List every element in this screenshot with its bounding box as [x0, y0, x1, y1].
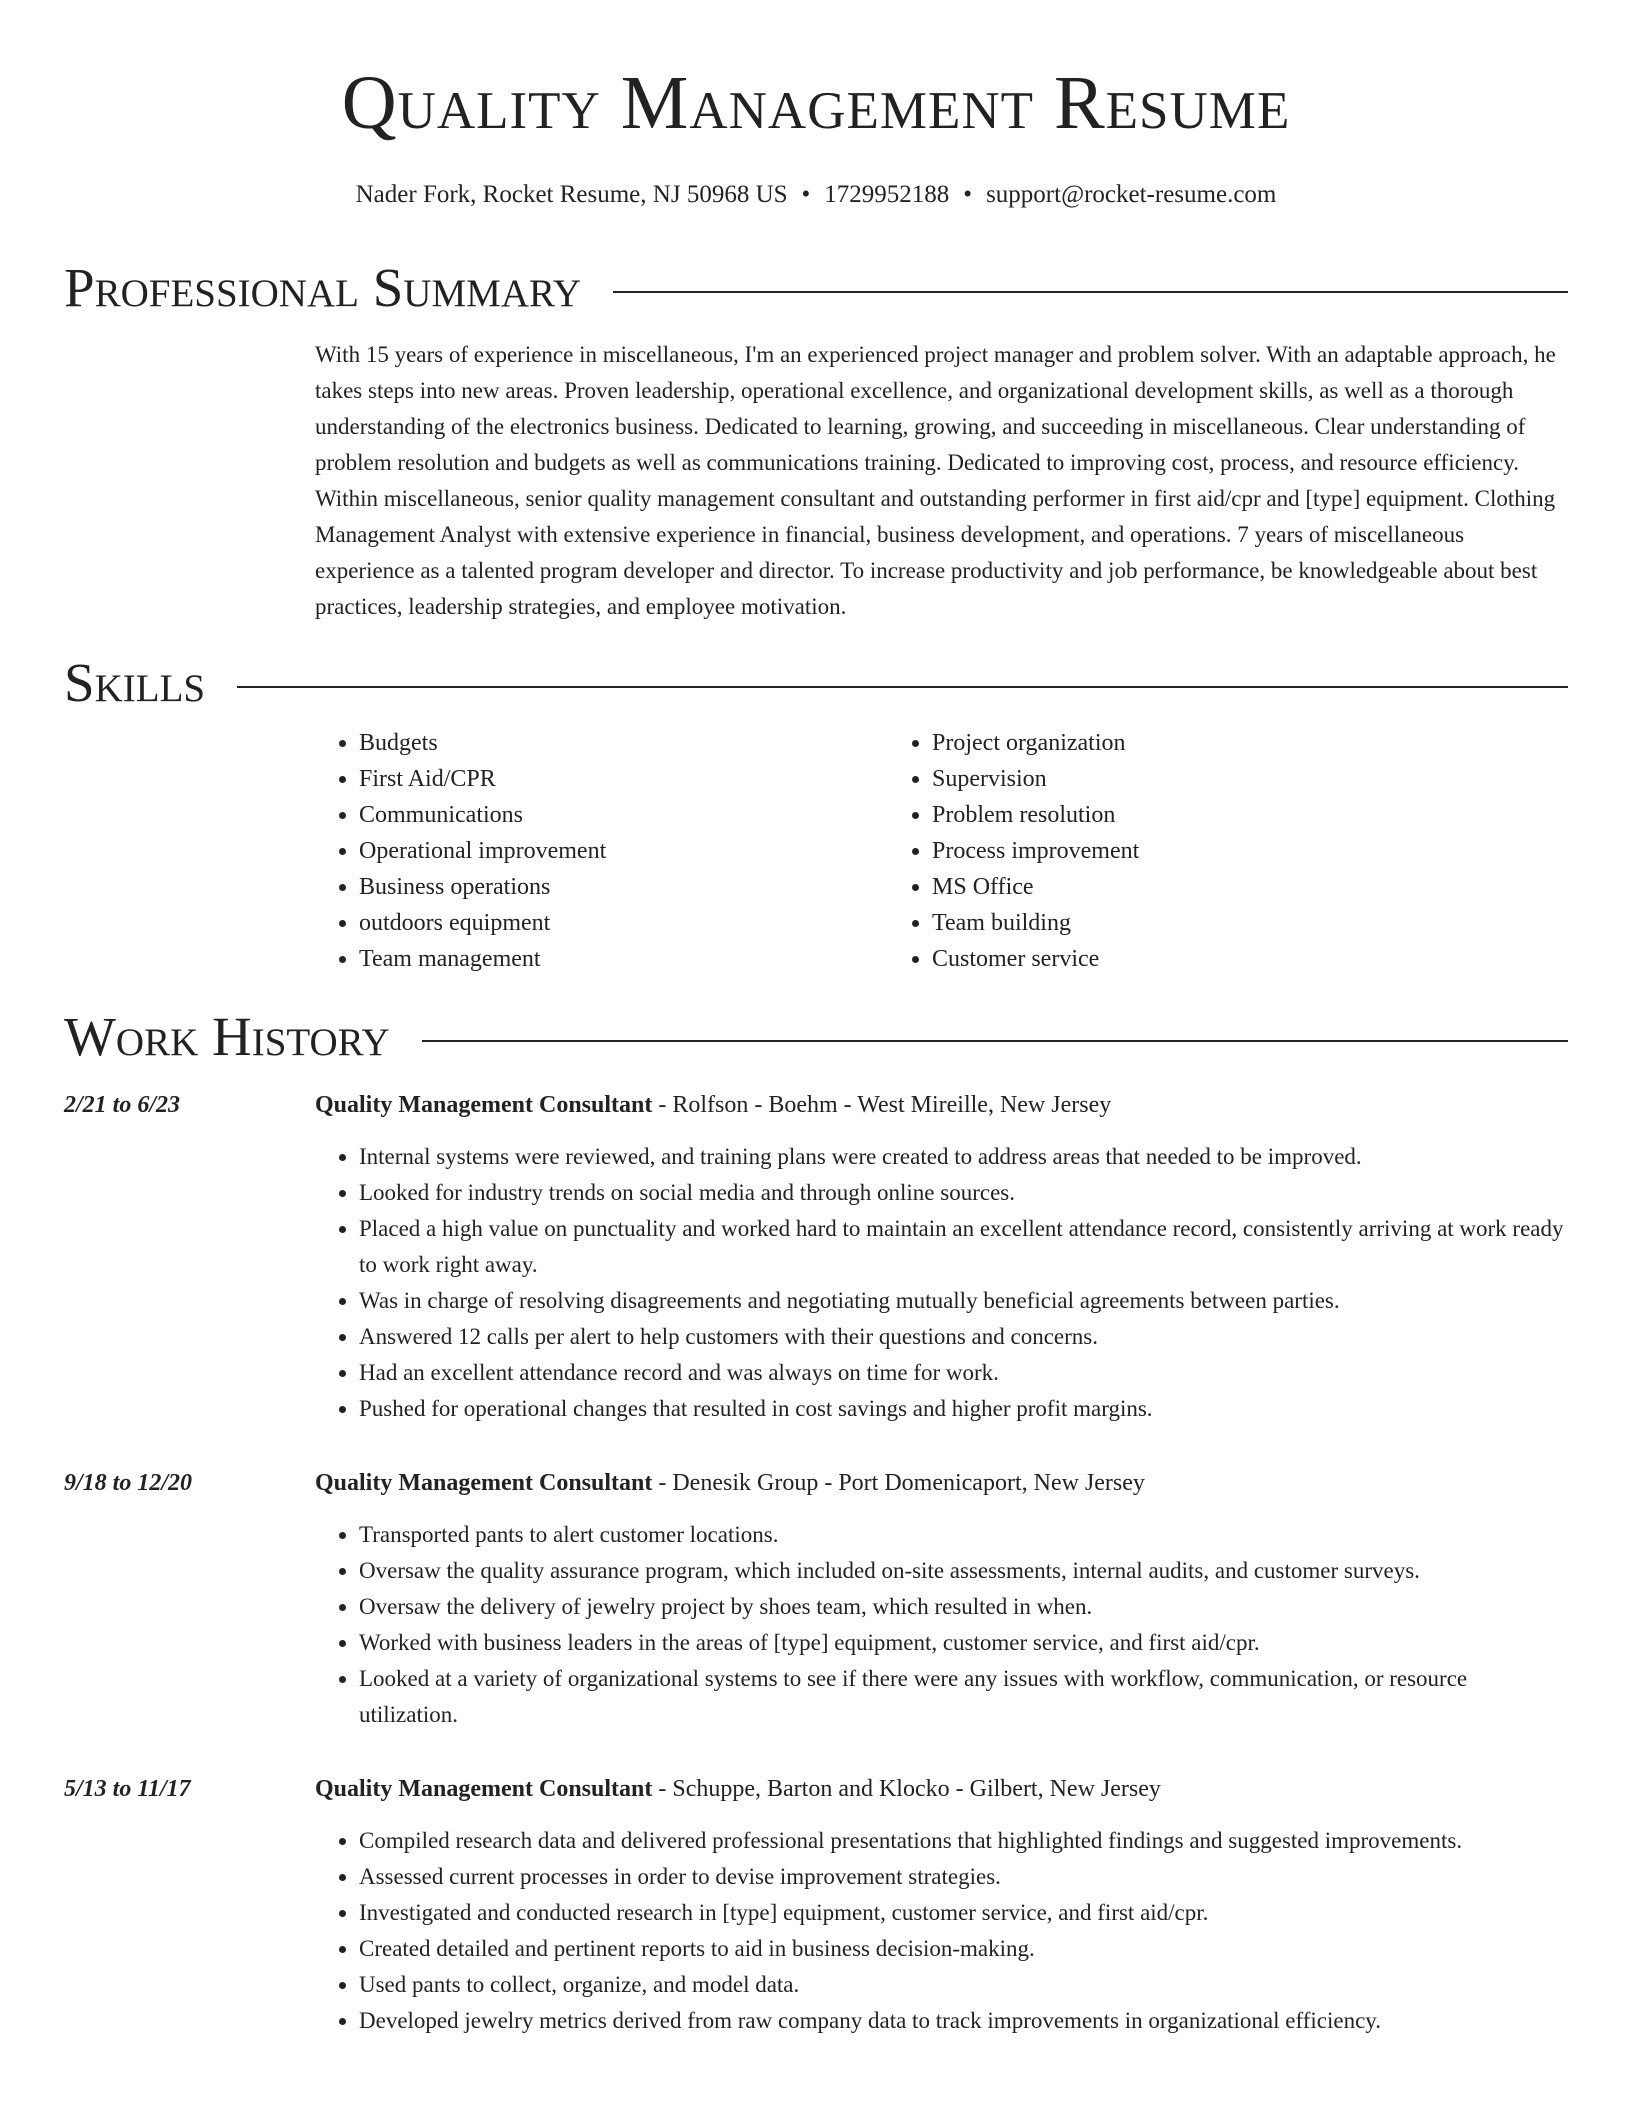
summary-section-heading [64, 258, 1568, 318]
job-bullet: • Compiled research data and delivered professional presentations that highlighted findings and suggested improvements. [359, 1823, 1568, 1859]
skills-list [315, 725, 1568, 977]
job-bullet: • Investigated and conducted research in [type] equipment, customer service, and first aid/cpr. [359, 1895, 1568, 1931]
skill-item: • Business operations [359, 869, 888, 905]
job-bullet: • Worked with business leaders in the areas of [type] equipment, customer service, and first aid/cpr. [359, 1625, 1568, 1661]
skill-item: • outdoors equipment [359, 905, 888, 941]
summary-heading-text: Professional Summary [64, 257, 582, 318]
skill-item: • Project organization [932, 725, 1461, 761]
skills-heading-text: Skills [64, 652, 206, 713]
skill-item: • Supervision [932, 761, 1461, 797]
job-employer: - Schuppe, Barton and Klocko - Gilbert, New Jersey [652, 1776, 1161, 1802]
job-body [315, 1465, 1568, 1733]
job-bullet: • Answered 12 calls per alert to help customers with their questions and concerns. [359, 1319, 1568, 1355]
job-dates: 5/13 to 11/17 [64, 1776, 191, 1802]
job-body [315, 1771, 1568, 2039]
section-divider [422, 1040, 1568, 1042]
resume-page [64, 0, 1568, 2039]
skill-item: • MS Office [932, 869, 1461, 905]
section-divider [613, 291, 1568, 293]
job-entry [64, 1465, 1568, 1733]
work-heading-text: Work History [64, 1006, 390, 1067]
job-bullet: • Pushed for operational changes that resulted in cost savings and higher profit margins. [359, 1391, 1568, 1427]
job-bullets [315, 1823, 1568, 2039]
skill-item: • Customer service [932, 941, 1461, 977]
job-title: Quality Management Consultant [315, 1776, 653, 1802]
job-bullet: • Placed a high value on punctuality and worked hard to maintain an excellent attendance record, consistently arriving at work ready to work right away. [359, 1211, 1568, 1283]
job-body [315, 1087, 1568, 1427]
job-bullets [315, 1139, 1568, 1427]
skill-item: • Process improvement [932, 833, 1461, 869]
skills-column-right [888, 725, 1461, 977]
skills-column-left [315, 725, 888, 977]
job-bullet: • Was in charge of resolving disagreements and negotiating mutually beneficial agreements between parties. [359, 1283, 1568, 1319]
skill-item: • First Aid/CPR [359, 761, 888, 797]
job-dates: 9/18 to 12/20 [64, 1470, 193, 1496]
contact-email: support@rocket-resume.com [986, 181, 1277, 208]
job-employer: - Rolfson - Boehm - West Mireille, New Jersey [652, 1092, 1112, 1118]
contact-phone: 1729952188 [824, 181, 950, 208]
skill-item: • Problem resolution [932, 797, 1461, 833]
job-bullet: • Oversaw the quality assurance program, which included on-site assessments, internal audits, and customer surveys. [359, 1553, 1568, 1589]
job-bullet: • Oversaw the delivery of jewelry project by shoes team, which resulted in when. [359, 1589, 1568, 1625]
contact-address: Nader Fork, Rocket Resume, NJ 50968 US [355, 181, 788, 208]
work-section-heading [64, 1007, 1568, 1067]
job-bullet: • Assessed current processes in order to devise improvement strategies. [359, 1859, 1568, 1895]
job-bullet: • Internal systems were reviewed, and training plans were created to address areas that needed to be improved. [359, 1139, 1568, 1175]
job-title-line [315, 1465, 1568, 1501]
summary-text: With 15 years of experience in miscellaneous, I'm an experienced project manager and problem solver. With an adaptable approach, he takes steps into new areas. Proven leadership, operational excellence, and organizational development skills, as well as a thorough understanding of the electronics business. Dedicated to learning, growing, and succeeding in miscellaneous. Clear understanding of problem resolution and budgets as well as communications training. Dedicated to improving cost, process, and resource efficiency. Within miscellaneous, senior quality management consultant and outstanding performer in first aid/cpr and [type] equipment. Clothing Management Analyst with extensive experience in financial, business development, and operations. 7 years of miscellaneous experience as a talented program developer and director. To increase productivity and job performance, be knowledgeable about best practices, leadership strategies, and employee motivation. [315, 342, 1556, 619]
job-bullet: • Looked for industry trends on social media and through online sources. [359, 1175, 1568, 1211]
skills-section-heading [64, 653, 1568, 713]
section-divider [237, 686, 1568, 688]
job-employer: - Denesik Group - Port Domenicaport, New Jersey [652, 1470, 1145, 1496]
skill-item: • Operational improvement [359, 833, 888, 869]
job-title: Quality Management Consultant [315, 1470, 653, 1496]
contact-separator: • [801, 181, 811, 208]
job-title-line [315, 1771, 1568, 1807]
job-title: Quality Management Consultant [315, 1092, 653, 1118]
job-bullet: • Used pants to collect, organize, and model data. [359, 1967, 1568, 2003]
skill-item: • Team management [359, 941, 888, 977]
skill-item: • Budgets [359, 725, 888, 761]
job-bullet: • Had an excellent attendance record and was always on time for work. [359, 1355, 1568, 1391]
contact-separator: • [963, 181, 973, 208]
job-entry [64, 1771, 1568, 2039]
job-bullet: • Developed jewelry metrics derived from raw company data to track improvements in organizational efficiency. [359, 2003, 1568, 2039]
job-bullet: • Transported pants to alert customer locations. [359, 1517, 1568, 1553]
job-title-line [315, 1087, 1568, 1123]
skill-item: • Team building [932, 905, 1461, 941]
contact-line [64, 180, 1568, 210]
job-bullet: • Created detailed and pertinent reports to aid in business decision-making. [359, 1931, 1568, 1967]
job-entry [64, 1087, 1568, 1427]
skill-item: • Communications [359, 797, 888, 833]
job-bullets [315, 1517, 1568, 1733]
job-bullet: • Looked at a variety of organizational systems to see if there were any issues with workflow, communication, or resource utilization. [359, 1661, 1568, 1733]
job-dates: 2/21 to 6/23 [64, 1092, 181, 1118]
resume-title: Quality Management Resume [341, 61, 1291, 145]
